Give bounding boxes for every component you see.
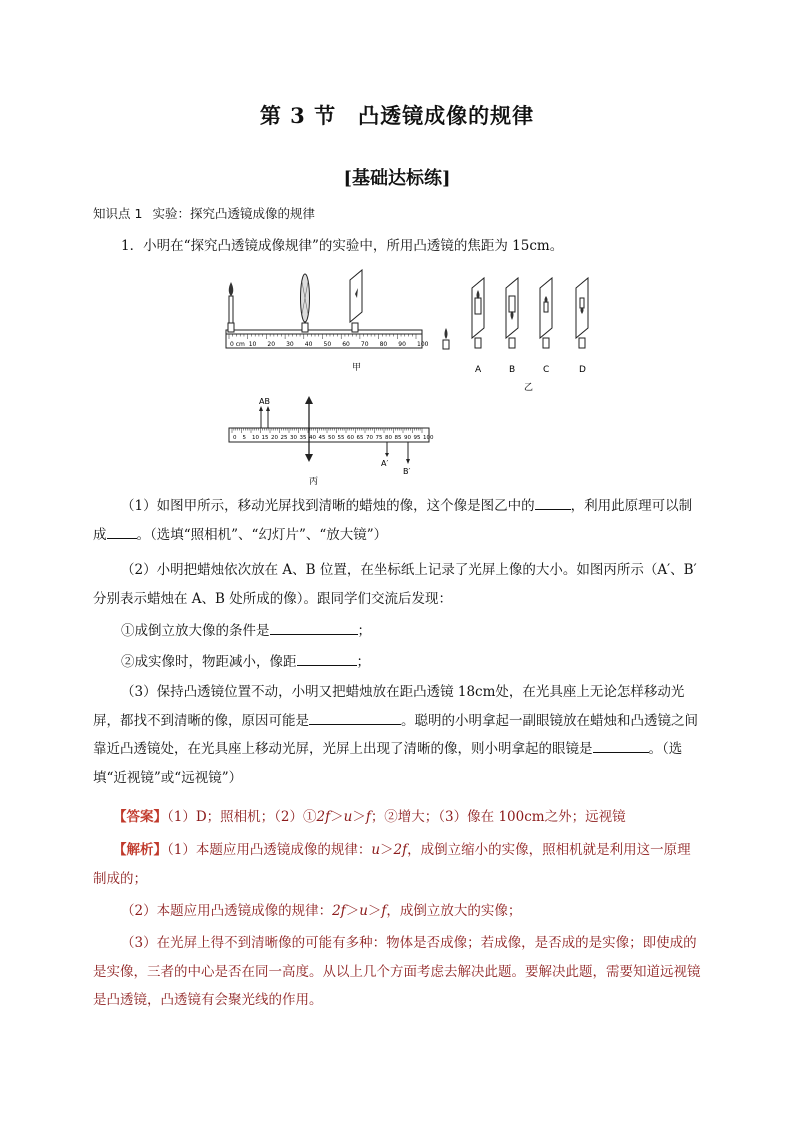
knowledge-point: [93, 204, 315, 222]
answer-blank-4[interactable]: [297, 651, 357, 666]
ruler-tick-label: 40: [304, 341, 313, 348]
small-candle-icon: [443, 340, 449, 349]
ruler-tick-label: 5: [242, 435, 246, 441]
ruler-tick-label: 10: [252, 435, 259, 441]
flame-icon: [229, 282, 234, 296]
option-D: [576, 278, 588, 348]
ruler-tick-label: 30: [286, 341, 294, 348]
ruler-tick-label: 70: [360, 341, 369, 348]
ruler-tick-label: 80: [385, 435, 392, 441]
ruler-tick-label: 20: [267, 341, 276, 348]
ruler-tick-label: 65: [356, 435, 364, 441]
ruler-tick-label: 50: [323, 341, 332, 348]
ruler-tick-label: 15: [261, 435, 269, 441]
figure-bing: [226, 394, 436, 486]
ruler-tick-label: 55: [337, 435, 345, 441]
ruler-tick-label: 70: [366, 435, 373, 441]
figure-yi: [440, 268, 610, 394]
ruler-tick-label: 95: [413, 435, 421, 441]
page-title: [0, 100, 794, 130]
candle-holder: [228, 323, 234, 332]
lens-arrow-bottom-icon: [305, 454, 313, 462]
question-stem: 1．小明在“探究凸透镜成像规律”的实验中，所用凸透镜的焦距为 15cm。: [121, 238, 564, 254]
question-part-2: （2）小明把蜡烛依次放在 A、B 位置，在坐标纸上记录了光屏上像的大小。如图丙所示（A′、B′分别表示蜡烛在 A、B 处所成的像）。跟同学们交流后发现：: [93, 562, 697, 607]
question-part-1: （1）如图甲所示，移动光屏找到清晰的蜡烛的像，这个像是图乙中的 ，利用此原理可以制成 。（选填“照相机”、“幻灯片”、“放大镜”）: [93, 492, 703, 549]
ruler-tick-label: 50: [328, 435, 335, 441]
answer-blank-6[interactable]: [593, 738, 649, 753]
ruler-tick-label: 45: [318, 435, 326, 441]
bench-rail: [226, 330, 422, 334]
screen-holder: [352, 323, 358, 332]
question-part-2-i: ①成倒立放大像的条件是 ；: [121, 617, 731, 646]
option-B: [506, 278, 518, 348]
ruler-tick-label: 85: [394, 435, 402, 441]
answer-blank-3[interactable]: [270, 620, 358, 635]
option-D-label: D: [579, 365, 586, 375]
ruler-tick-label: 60: [342, 341, 350, 348]
figure-bing-label: 丙: [309, 477, 319, 486]
ruler-tick-label: 90: [404, 435, 411, 441]
answer-block: 【答案】（1）D；照相机；（2）①2f＞u＞f；②增大；（3）像在 100cm之外；远视镜: [113, 809, 626, 825]
ruler-tick-label: 35: [299, 435, 307, 441]
knowledge-point-text: 实验：探究凸透镜成像的规律: [152, 206, 315, 221]
analysis-line-2: （2）本题应用凸透镜成像的规律：2f＞u＞f，成倒立放大的实像；: [121, 903, 522, 919]
option-A: [472, 278, 484, 348]
option-A-label: A: [475, 365, 482, 375]
ruler-tick-label: 60: [347, 435, 354, 441]
lens-arrow-top-icon: [305, 396, 313, 404]
analysis-line-3: （3）在光屏上得不到清晰像的可能有多种：物体是否成像；若成像，是否成的是实像；即使成的是实像，三者的中心是否在同一高度。从以上几个方面考虑去解决此题。要解决此题，需要知道远视镜是凸透镜，凸透镜有会聚光线的作用。: [93, 935, 701, 1008]
ruler-tick-label: 90: [398, 341, 406, 348]
candle-icon: [229, 296, 233, 323]
ruler-tick-label: 20: [271, 435, 278, 441]
figure-jia-label: 甲: [352, 363, 362, 373]
knowledge-point-label: 知识点 1: [93, 206, 143, 221]
figure-jia: [220, 268, 430, 392]
small-flame-icon: [445, 328, 448, 339]
title-text: 凸透镜成像的规律: [358, 103, 535, 128]
analysis-label: 【解析】: [113, 842, 167, 858]
ruler-tick-label: 25: [280, 435, 288, 441]
option-C-label: C: [543, 365, 550, 375]
answer-blank-1[interactable]: [535, 495, 571, 510]
label-A-image: A′: [381, 459, 389, 468]
figure-yi-label: 乙: [524, 383, 534, 393]
label-B-image: B′: [403, 467, 411, 476]
ruler-tick-label: 100: [423, 435, 434, 441]
option-C: [540, 278, 552, 348]
answer-blank-2[interactable]: [107, 524, 137, 539]
ruler-tick-label: 80: [379, 341, 388, 348]
answer-blank-5[interactable]: [309, 710, 401, 725]
title-section-number: 第 3 节: [259, 103, 337, 128]
ruler-tick-label: 10: [248, 341, 257, 348]
question-part-3: （3）保持凸透镜位置不动，小明又把蜡烛放在距凸透镜 18cm处，在光具座上无论怎样移动光屏，都找不到清晰的像，原因可能是 。聪明的小明拿起一副眼镜放在蜡烛和凸透镜之间靠近凸透镜处，在光具座上移动光屏，光屏上出现了清晰的像，则小明拿起的眼镜是 。（选填“近视镜”或“远视镜”）: [93, 684, 698, 786]
option-B-label: B: [509, 365, 516, 375]
question-part-2-ii: ②成实像时，物距减小，像距 ；: [121, 648, 731, 677]
label-AB: AB: [259, 397, 270, 406]
lens-holder: [302, 323, 308, 332]
ruler-tick-label: 40: [309, 435, 316, 441]
ruler-tick-label: 30: [290, 435, 297, 441]
ruler-tick-label: 75: [375, 435, 383, 441]
ruler-tick-label: 0: [233, 435, 237, 441]
ruler-tick-label: 0 cm: [230, 341, 245, 348]
analysis-line-1: 【解析】（1）本题应用凸透镜成像的规律：u＞2f，成倒立缩小的实像，照相机就是利用这一原理制成的；: [93, 842, 691, 887]
section-heading: [基础达标练]: [343, 168, 451, 189]
ruler-tick-label: 100: [417, 341, 429, 348]
answer-label: 【答案】: [113, 809, 167, 825]
